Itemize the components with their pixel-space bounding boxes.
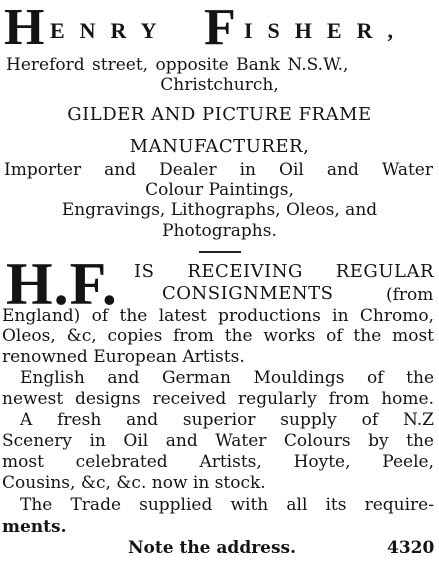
trade-desc-line-3: Engravings, Lithographs, Oleos, and [61,200,378,220]
trade-desc-line-2: Colour Paintings, [145,180,294,200]
trade-title-line-1: GILDER AND PICTURE FRAME [67,104,372,125]
notice-line-12: The Trade supplied with all its require- [20,495,434,515]
notice-line-3: England) of the latest productions in Chromo, [2,306,434,326]
notice-line-1: IS RECEIVING REGULAR [134,261,434,282]
notice-line-2b: (from [386,285,434,305]
advertiser-name [4,0,435,54]
name-first-rest: ENRY [50,18,172,43]
notice-line-5: renowned European Artists. [2,347,245,367]
section-divider [199,251,241,253]
notice-line-6: English and German Mouldings of the [20,368,434,388]
notice-line-9: Scenery in Oil and Water Colours by the [2,431,434,451]
notice-line-2a: CONSIGNMENTS [162,283,334,304]
trade-desc-line-1: Importer and Dealer in Oil and Water [4,160,433,180]
name-last-rest: ISHER, [244,18,408,43]
footer-note: Note the address. [128,538,297,558]
notice-line-7: newest designs received regularly from home. [2,389,434,409]
notice-line-4: Oleos, &c, copies from the works of the most [2,326,434,346]
address-line-2: Christchurch, [160,75,279,95]
footer-number: 4320 [387,538,435,558]
name-last-initial: F [204,0,236,56]
notice-line-13: ments. [2,517,67,537]
address-line-1: Hereford street, opposite Bank N.S.W., [6,55,349,75]
notice-line-10: most celebrated Artists, Hoyte, Peele, [2,452,434,472]
notice-line-8: A fresh and superior supply of N.Z [20,410,434,430]
trade-title-line-2: MANUFACTURER, [129,136,310,157]
trade-desc-line-4: Photographs. [162,221,277,241]
notice-initials: H.F. [6,251,118,317]
notice-line-11: Cousins, &c, &c. now in stock. [2,473,266,493]
name-first-initial: H [4,0,45,56]
